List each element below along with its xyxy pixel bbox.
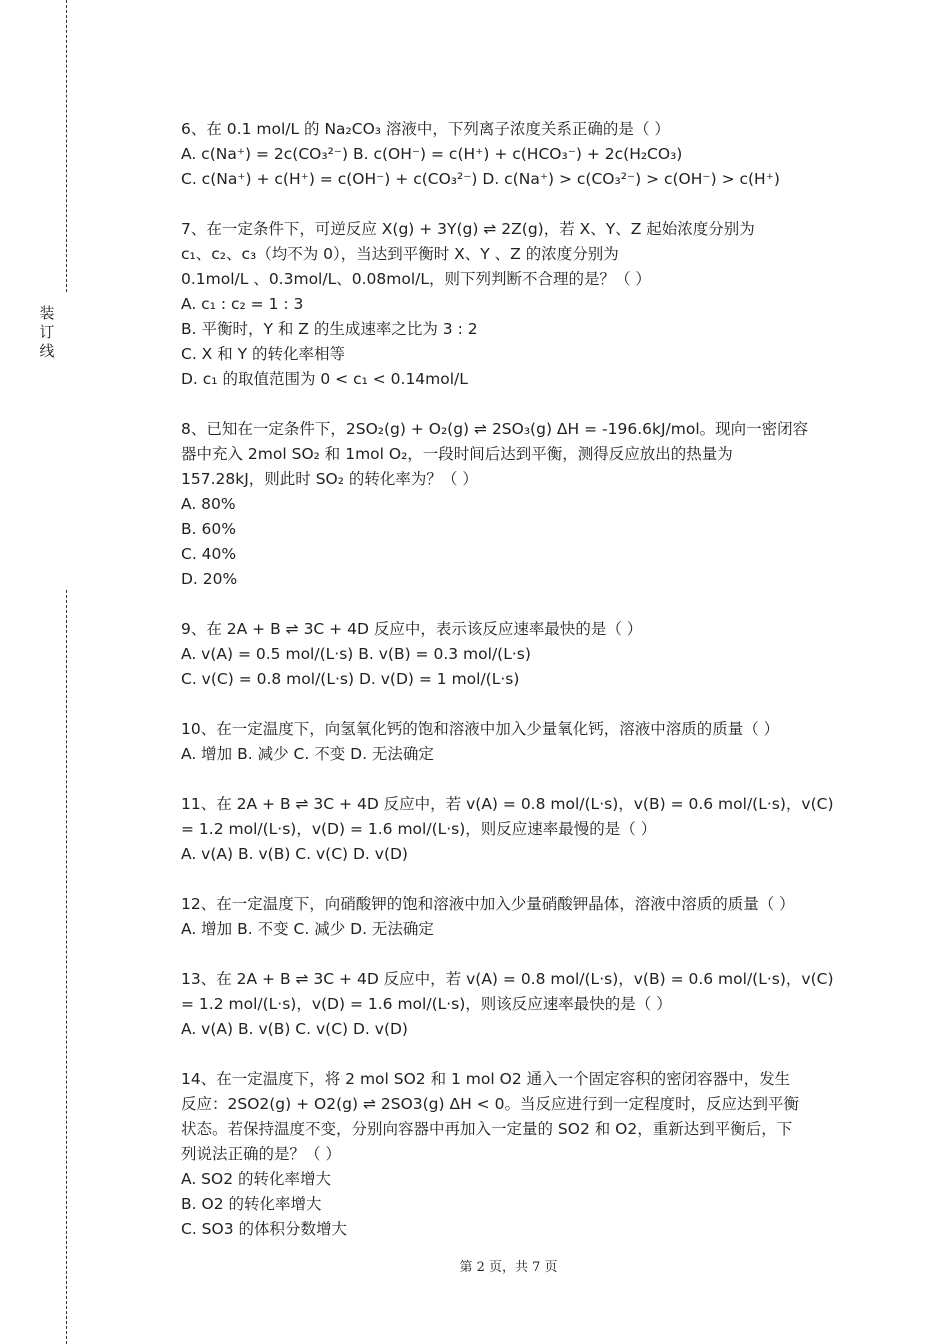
option-line: A. SO2 的转化率增大 bbox=[181, 1170, 332, 1188]
binding-char: 装 bbox=[39, 304, 55, 322]
question-line: 9、在 2A + B ⇌ 3C + 4D 反应中，表示该反应速率最快的是（ ） bbox=[181, 620, 643, 638]
option-line: A. c₁ : c₂ = 1 : 3 bbox=[181, 295, 304, 313]
option-line: D. 20% bbox=[181, 570, 238, 588]
question-6 bbox=[181, 117, 846, 192]
question-line: = 1.2 mol/(L·s)，v(D) = 1.6 mol/(L·s)，则反应速率最慢的是（ ） bbox=[181, 820, 657, 838]
page-number-footer: 第 2 页，共 7 页 bbox=[459, 1260, 558, 1275]
binding-line-top bbox=[66, 0, 67, 292]
binding-char: 线 bbox=[39, 342, 55, 360]
question-8 bbox=[181, 417, 846, 592]
option-line: C. X 和 Y 的转化率相等 bbox=[181, 345, 346, 363]
binding-line-bottom bbox=[66, 590, 67, 1344]
question-line: 器中充入 2mol SO₂ 和 1mol O₂，一段时间后达到平衡，测得反应放出的热量为 bbox=[181, 445, 733, 463]
question-line: c₁、c₂、c₃（均不为 0），当达到平衡时 X、Y 、Z 的浓度分别为 bbox=[181, 245, 619, 263]
question-line: 11、在 2A + B ⇌ 3C + 4D 反应中，若 v(A) = 0.8 mol/(L·s)，v(B) = 0.6 mol/(L·s)，v(C) bbox=[181, 795, 834, 813]
question-line: 7、在一定条件下，可逆反应 X(g) + 3Y(g) ⇌ 2Z(g)，若 X、Y、Z 起始浓度分别为 bbox=[181, 220, 755, 238]
question-line: 列说法正确的是？（ ） bbox=[181, 1145, 341, 1163]
question-line: = 1.2 mol/(L·s)，v(D) = 1.6 mol/(L·s)，则该反应速率最快的是（ ） bbox=[181, 995, 672, 1013]
question-line: 8、已知在一定条件下，2SO₂(g) + O₂(g) ⇌ 2SO₃(g) ΔH = -196.6kJ/mol。现向一密闭容 bbox=[181, 420, 809, 438]
option-line: B. 60% bbox=[181, 520, 236, 538]
question-13 bbox=[181, 967, 846, 1042]
question-list bbox=[181, 117, 846, 1267]
question-10 bbox=[181, 717, 846, 767]
option-line: A. 增加 B. 不变 C. 减少 D. 无法确定 bbox=[181, 920, 434, 938]
question-7 bbox=[181, 217, 846, 392]
option-line: A. 80% bbox=[181, 495, 236, 513]
binding-label bbox=[37, 304, 57, 361]
question-line: 13、在 2A + B ⇌ 3C + 4D 反应中，若 v(A) = 0.8 mol/(L·s)，v(B) = 0.6 mol/(L·s)，v(C) bbox=[181, 970, 834, 988]
option-line: C. SO3 的体积分数增大 bbox=[181, 1220, 348, 1238]
question-line: 6、在 0.1 mol/L 的 Na₂CO₃ 溶液中，下列离子浓度关系正确的是（ ） bbox=[181, 120, 670, 138]
option-line: D. c₁ 的取值范围为 0 < c₁ < 0.14mol/L bbox=[181, 370, 468, 388]
question-12 bbox=[181, 892, 846, 942]
option-line: A. v(A) B. v(B) C. v(C) D. v(D) bbox=[181, 1020, 408, 1038]
question-line: A. c(Na⁺) = 2c(CO₃²⁻) B. c(OH⁻) = c(H⁺) + c(HCO₃⁻) + 2c(H₂CO₃) bbox=[181, 145, 683, 163]
question-line: 反应：2SO2(g) + O2(g) ⇌ 2SO3(g) ΔH < 0。当反应进行到一定程度时，反应达到平衡 bbox=[181, 1095, 799, 1113]
question-line: 12、在一定温度下，向硝酸钾的饱和溶液中加入少量硝酸钾晶体，溶液中溶质的质量（ ） bbox=[181, 895, 795, 913]
question-line: 157.28kJ，则此时 SO₂ 的转化率为？（ ） bbox=[181, 470, 478, 488]
option-line: C. 40% bbox=[181, 545, 237, 563]
option-line: B. 平衡时，Y 和 Z 的生成速率之比为 3 : 2 bbox=[181, 320, 478, 338]
option-line: A. 增加 B. 减少 C. 不变 D. 无法确定 bbox=[181, 745, 434, 763]
question-line: 10、在一定温度下，向氢氧化钙的饱和溶液中加入少量氧化钙，溶液中溶质的质量（ ） bbox=[181, 720, 780, 738]
question-9 bbox=[181, 617, 846, 692]
question-11 bbox=[181, 792, 846, 867]
option-line: C. v(C) = 0.8 mol/(L·s) D. v(D) = 1 mol/(L·s) bbox=[181, 670, 520, 688]
question-14 bbox=[181, 1067, 846, 1242]
question-line: 状态。若保持温度不变，分别向容器中再加入一定量的 SO2 和 O2，重新达到平衡后，下 bbox=[181, 1120, 793, 1138]
question-line: 14、在一定温度下，将 2 mol SO2 和 1 mol O2 通入一个固定容积的密闭容器中，发生 bbox=[181, 1070, 791, 1088]
question-line: 0.1mol/L 、0.3mol/L、0.08mol/L，则下列判断不合理的是？（ ） bbox=[181, 270, 651, 288]
option-line: A. v(A) B. v(B) C. v(C) D. v(D) bbox=[181, 845, 408, 863]
option-line: A. v(A) = 0.5 mol/(L·s) B. v(B) = 0.3 mol/(L·s) bbox=[181, 645, 531, 663]
question-line: C. c(Na⁺) + c(H⁺) = c(OH⁻) + c(CO₃²⁻) D. c(Na⁺) > c(CO₃²⁻) > c(OH⁻) > c(H⁺) bbox=[181, 170, 780, 188]
option-line: B. O2 的转化率增大 bbox=[181, 1195, 322, 1213]
binding-char: 订 bbox=[39, 323, 55, 341]
